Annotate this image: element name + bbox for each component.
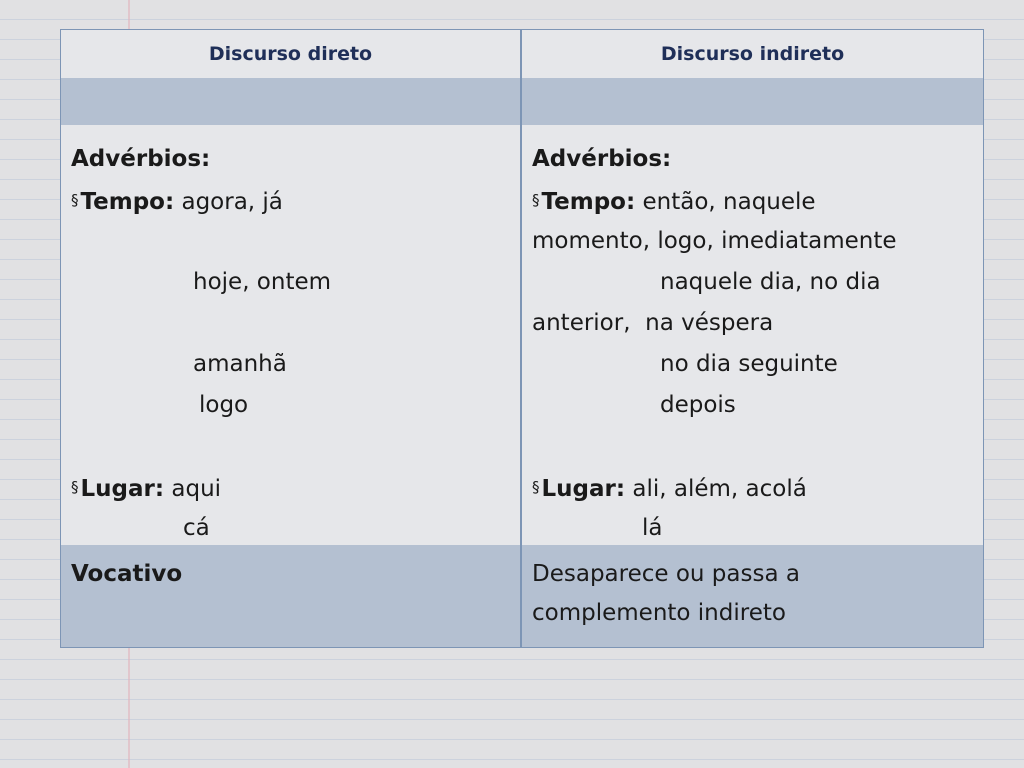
adverbs-row <box>61 125 983 547</box>
lugar-value: ali, além, acolá <box>625 476 807 502</box>
bullet-icon: § <box>532 191 540 209</box>
lugar-line <box>71 467 514 508</box>
tempo-line-4: logo <box>199 392 249 418</box>
lugar-line-2: cá <box>183 515 210 541</box>
table-header-row <box>61 30 983 80</box>
tempo-line-4: depois <box>660 392 736 418</box>
tempo-line-3: no dia seguinte <box>660 351 838 377</box>
tempo-line <box>532 180 977 221</box>
adverbs-title: Advérbios: <box>71 146 211 172</box>
vocative-label: Vocativo <box>71 561 183 587</box>
tempo-label: Tempo: <box>80 189 175 215</box>
vocative-cell-direct <box>61 545 522 647</box>
adverbs-cell-indirect <box>522 125 983 545</box>
vocative-cell-indirect <box>522 545 983 647</box>
lugar-label: Lugar: <box>541 476 626 502</box>
tempo-label: Tempo: <box>541 189 636 215</box>
tempo-line-2: hoje, ontem <box>193 269 332 295</box>
header-direct-speech: Discurso direto <box>61 30 522 78</box>
adverbs-cell-direct <box>61 125 522 545</box>
tempo-line-2b: anterior, na véspera <box>532 310 774 336</box>
vocative-row <box>61 545 983 647</box>
tempo-line-3: amanhã <box>193 351 287 377</box>
lugar-line <box>532 467 977 508</box>
discourse-comparison-table <box>60 29 984 648</box>
adverbs-title: Advérbios: <box>532 146 672 172</box>
vocative-desc-line-1: Desaparece ou passa a <box>532 561 800 587</box>
tempo-value: então, naquele <box>635 189 816 215</box>
bullet-icon: § <box>532 478 540 496</box>
lugar-label: Lugar: <box>80 476 165 502</box>
lugar-line-2: lá <box>642 515 663 541</box>
empty-cell-left <box>61 78 522 125</box>
header-indirect-speech: Discurso indireto <box>660 43 845 65</box>
blank-line <box>71 221 514 262</box>
lugar-value: aqui <box>164 476 222 502</box>
bullet-icon: § <box>71 191 79 209</box>
tempo-line-1b: momento, logo, imediatamente <box>532 228 897 254</box>
blank-line <box>71 426 514 467</box>
blank-line <box>532 426 977 467</box>
tempo-line <box>71 180 514 221</box>
tempo-line-2: naquele dia, no dia <box>660 269 881 295</box>
table-empty-row <box>61 78 983 127</box>
bullet-icon: § <box>71 478 79 496</box>
tempo-value: agora, já <box>174 189 283 215</box>
vocative-desc-line-2: complemento indireto <box>532 600 786 626</box>
empty-cell-right <box>522 78 983 125</box>
blank-line <box>71 303 514 344</box>
